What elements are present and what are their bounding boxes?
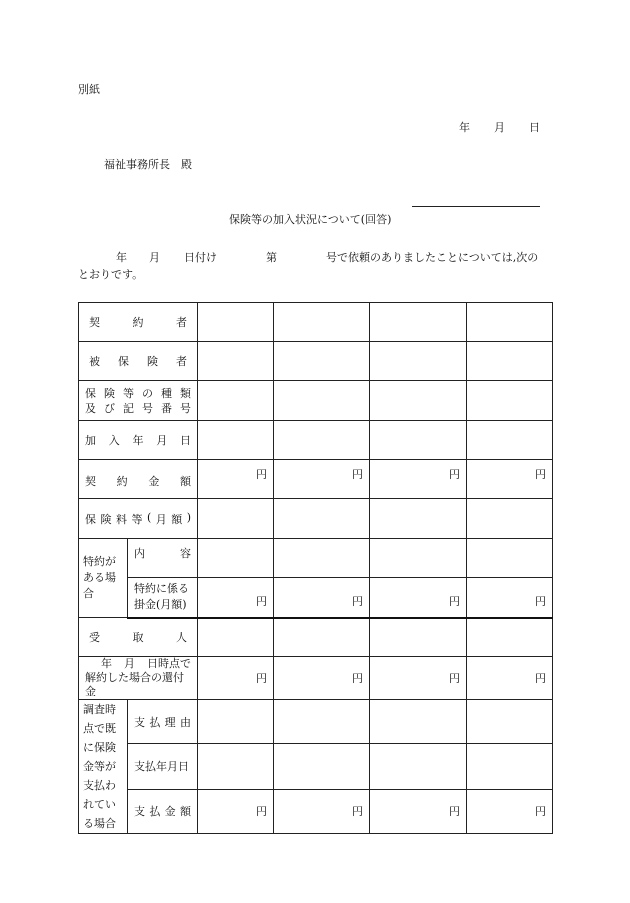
- contract-amount-yen-2[interactable]: 円: [274, 460, 370, 499]
- cell-pay-reason-3[interactable]: [370, 700, 467, 744]
- cell-premium-2[interactable]: [274, 499, 370, 539]
- label-special-premium: 特約に係る 掛金(月額): [128, 578, 198, 618]
- special-premium-yen-2[interactable]: 円: [274, 578, 370, 618]
- date-year: 年: [459, 121, 470, 134]
- row-contract-amount: [79, 460, 553, 499]
- label-insured: 被 保 険 者: [79, 342, 198, 381]
- cell-special-content-3[interactable]: [370, 539, 467, 578]
- label-recipient: 受 取 人: [79, 618, 198, 657]
- cell-join-date-3[interactable]: [370, 421, 467, 460]
- intro-rest: 号で依頼のありましたことについては,次の: [326, 251, 539, 264]
- row-pay-reason: [79, 700, 553, 744]
- cell-join-date-4[interactable]: [467, 421, 553, 460]
- cell-recipient-4[interactable]: [467, 618, 553, 657]
- cell-pay-reason-4[interactable]: [467, 700, 553, 744]
- special-premium-yen-3[interactable]: 円: [370, 578, 467, 618]
- refund-yen-3[interactable]: 円: [370, 657, 467, 700]
- date-month: 月: [494, 121, 505, 134]
- label-paid-group: 調査時点で既に保険金等が支払われている場合: [79, 700, 128, 834]
- cell-insured-1[interactable]: [198, 342, 274, 381]
- row-pay-date: [79, 744, 553, 789]
- pay-amount-yen-1[interactable]: 円: [198, 789, 274, 833]
- row-join-date: [79, 421, 553, 460]
- intro-dai: 第: [266, 251, 277, 264]
- cell-recipient-1[interactable]: [198, 618, 274, 657]
- cell-contractor-1[interactable]: [198, 303, 274, 342]
- cell-insured-4[interactable]: [467, 342, 553, 381]
- label-pay-reason: 支 払 理 由: [128, 700, 198, 744]
- label-contract-amount: 契 約 金 額: [79, 460, 198, 499]
- row-pay-amount: [79, 789, 553, 833]
- cell-premium-1[interactable]: [198, 499, 274, 539]
- row-insured: [79, 342, 553, 381]
- cell-insured-2[interactable]: [274, 342, 370, 381]
- cell-join-date-1[interactable]: [198, 421, 274, 460]
- cell-special-content-2[interactable]: [274, 539, 370, 578]
- cell-insurance-type-1[interactable]: [198, 381, 274, 421]
- special-premium-yen-4[interactable]: 円: [467, 578, 553, 618]
- label-join-date: 加 入 年 月 日: [79, 421, 198, 460]
- row-contractor: [79, 303, 553, 342]
- refund-yen-2[interactable]: 円: [274, 657, 370, 700]
- cell-special-content-1[interactable]: [198, 539, 274, 578]
- row-insurance-type: [79, 381, 553, 421]
- cell-premium-3[interactable]: [370, 499, 467, 539]
- label-premium: 保 険 料 等 ( 月 額 ): [79, 499, 198, 539]
- row-special-premium: [79, 578, 553, 618]
- row-special-content: [79, 539, 553, 578]
- cell-special-content-4[interactable]: [467, 539, 553, 578]
- label-insurance-type: 保 険 等 の 種 類 及 び 記 号 番 号: [79, 381, 198, 421]
- cell-recipient-2[interactable]: [274, 618, 370, 657]
- pay-amount-yen-2[interactable]: 円: [274, 789, 370, 833]
- label-pay-date: 支払年月日: [128, 744, 198, 789]
- contract-amount-yen-3[interactable]: 円: [370, 460, 467, 499]
- label-pay-amount: 支 払 金 額: [128, 789, 198, 833]
- cell-insurance-type-3[interactable]: [370, 381, 467, 421]
- row-refund: [79, 657, 553, 700]
- cell-insurance-type-4[interactable]: [467, 381, 553, 421]
- cell-contractor-3[interactable]: [370, 303, 467, 342]
- intro-line2: とおりです。: [78, 268, 144, 281]
- label-refund: 年 月 日時点で 解約した場合の還付 金: [79, 657, 198, 700]
- cell-contractor-2[interactable]: [274, 303, 370, 342]
- cell-pay-date-1[interactable]: [198, 744, 274, 789]
- label-contractor: 契 約 者: [79, 303, 198, 342]
- cell-pay-date-3[interactable]: [370, 744, 467, 789]
- cell-contractor-4[interactable]: [467, 303, 553, 342]
- cell-join-date-2[interactable]: [274, 421, 370, 460]
- pay-amount-yen-3[interactable]: 円: [370, 789, 467, 833]
- label-special-group: 特約がある場合: [79, 539, 128, 618]
- attachment-label: 別紙: [78, 83, 100, 96]
- refund-yen-4[interactable]: 円: [467, 657, 553, 700]
- cell-pay-reason-1[interactable]: [198, 700, 274, 744]
- label-special-content: 内 容: [128, 539, 198, 578]
- cell-insured-3[interactable]: [370, 342, 467, 381]
- document-title: 保険等の加入状況について(回答): [229, 213, 392, 226]
- date-day: 日: [529, 121, 540, 134]
- signature-line: [412, 206, 540, 207]
- cell-insurance-type-2[interactable]: [274, 381, 370, 421]
- pay-amount-yen-4[interactable]: 円: [467, 789, 553, 833]
- cell-pay-reason-2[interactable]: [274, 700, 370, 744]
- intro-day-ref: 日付け: [184, 251, 217, 264]
- cell-premium-4[interactable]: [467, 499, 553, 539]
- addressee: 福祉事務所長 殿: [104, 158, 192, 171]
- intro-year: 年: [116, 251, 127, 264]
- row-premium: [79, 499, 553, 539]
- special-premium-yen-1[interactable]: 円: [198, 578, 274, 618]
- refund-yen-1[interactable]: 円: [198, 657, 274, 700]
- cell-recipient-3[interactable]: [370, 618, 467, 657]
- row-recipient: [79, 618, 553, 657]
- cell-pay-date-2[interactable]: [274, 744, 370, 789]
- contract-amount-yen-1[interactable]: 円: [198, 460, 274, 499]
- intro-month: 月: [149, 251, 160, 264]
- contract-amount-yen-4[interactable]: 円: [467, 460, 553, 499]
- cell-pay-date-4[interactable]: [467, 744, 553, 789]
- insurance-table: [78, 302, 553, 834]
